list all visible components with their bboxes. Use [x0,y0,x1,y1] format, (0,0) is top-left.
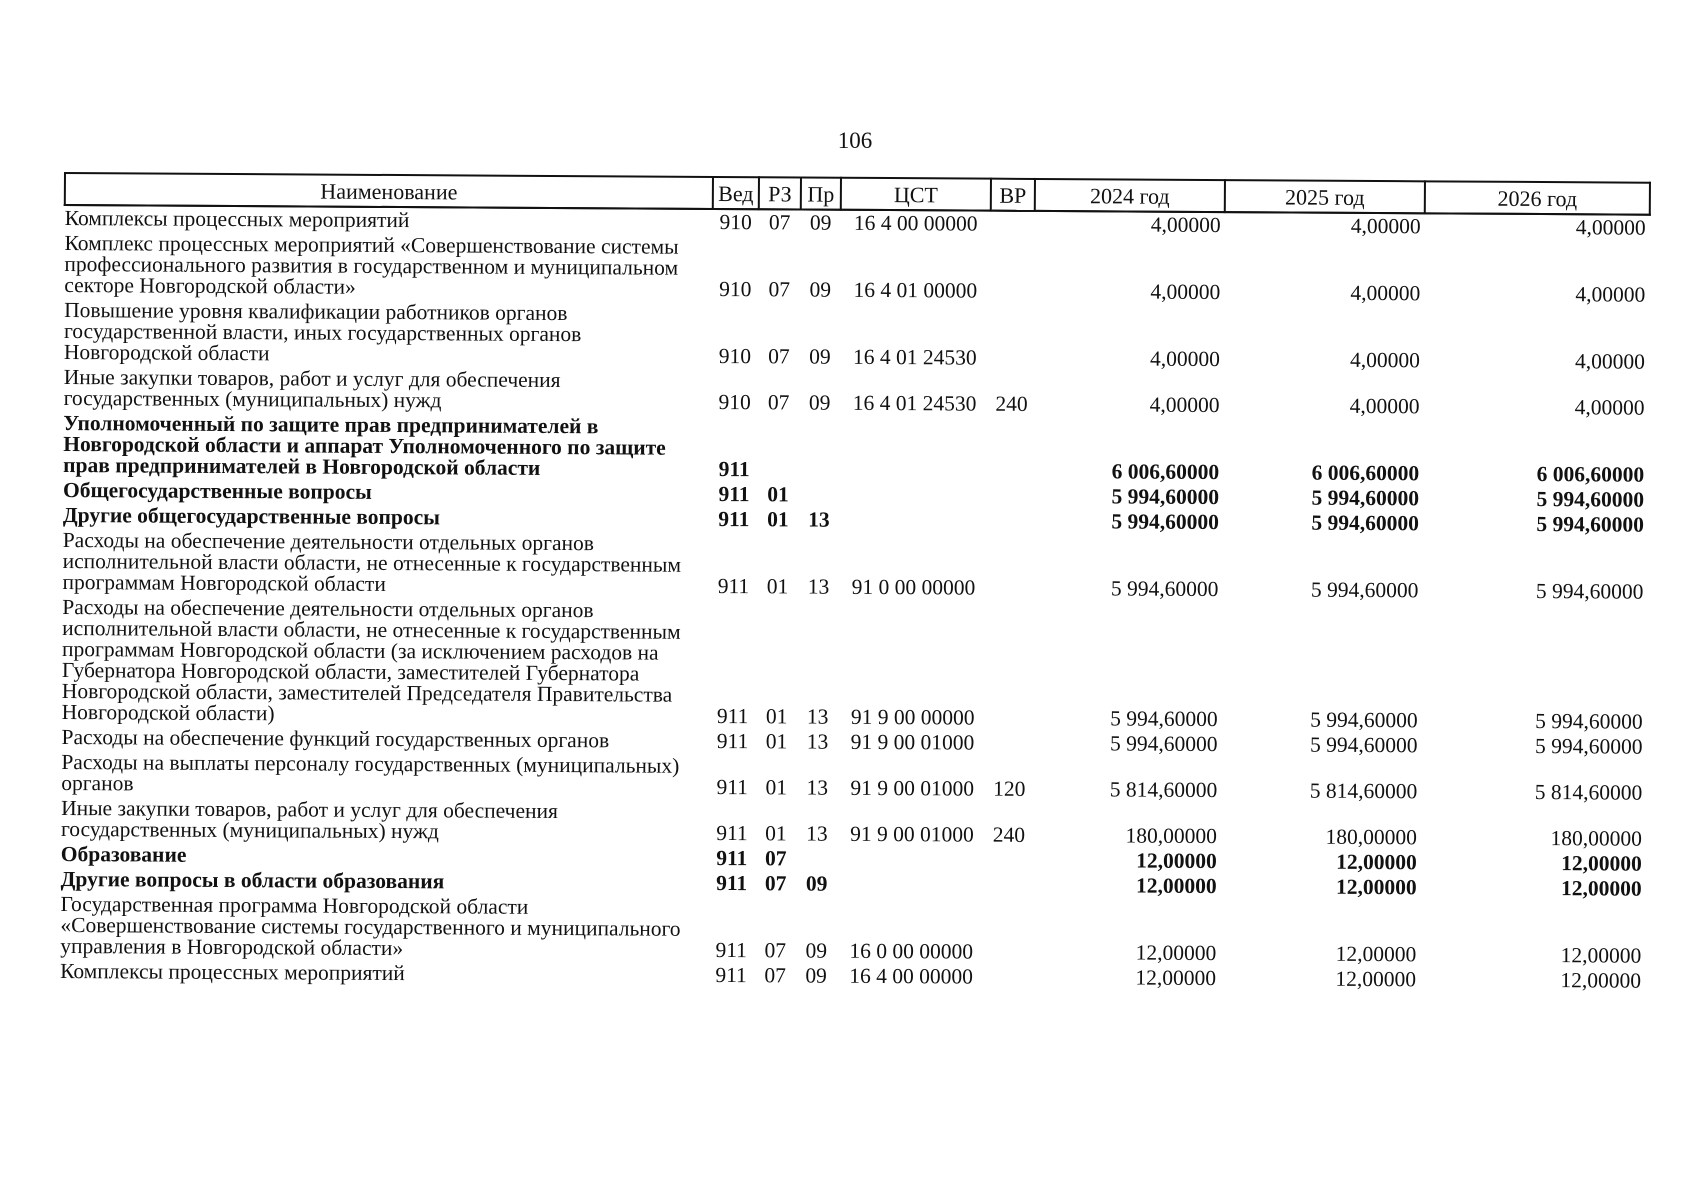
row-2026: 180,00000 [1550,826,1643,851]
row-pr: 09 [809,277,832,302]
row-name: Иные закупки товаров, работ и услуг для обеспечения государственных (муниципальных) нужд [63,365,561,413]
row-2026: 4,00000 [1574,395,1645,420]
row-ved: 911 [716,774,749,800]
row-2025: 6 006,60000 [1311,460,1420,486]
row-cst [839,416,989,484]
table-row [64,298,1649,375]
row-name: Общегосударственные вопросы [62,478,372,504]
row-cst [837,847,987,873]
row-2025: 5 994,60000 [1310,707,1418,733]
row-cst: 16 4 01 24530 [852,344,977,370]
row-ved: 910 [718,344,752,369]
row-2025: 5 994,60000 [1309,732,1418,758]
header-2025: 2025 год [1225,180,1425,213]
row-vr [990,237,1034,304]
row-rz: 07 [768,344,790,369]
row-2026: 5 994,60000 [1535,578,1644,604]
row-name: Расходы на выплаты персоналу государственных (муниципальных) органов [61,749,680,796]
row-2024: 180,00000 [1125,823,1218,849]
row-ved: 911 [718,457,750,482]
row-2026: 5 994,60000 [1534,733,1643,759]
row-cst: 91 9 00 01000 [850,775,975,801]
row-ved: 911 [717,574,750,599]
row-name: Образование [60,841,187,867]
row-ved: 911 [715,962,747,988]
row-vr: 120 [993,776,1026,801]
row-cst [839,483,989,509]
row-2024: 5 814,60000 [1109,777,1218,803]
row-name: Комплекс процессных мероприятий «Совершенствование системы профессионального развития в государственном и муниципальном секторе Новгородской области» [64,231,679,299]
row-pr [797,846,837,871]
row-vr [986,965,1030,990]
row-2026: 5 814,60000 [1534,779,1643,805]
row-vr [988,601,1033,731]
row-ved: 911 [715,937,748,963]
row-rz [757,415,799,482]
row-ved: 911 [716,820,748,846]
row-pr [799,482,839,507]
row-2024: 6 006,60000 [1111,459,1220,485]
table-row [60,892,1645,969]
row-pr: 13 [806,729,829,754]
header-2024: 2024 год [1035,179,1225,212]
row-rz: 01 [765,775,788,800]
row-ved: 910 [718,390,751,415]
row-2026: 5 994,60000 [1535,708,1643,734]
row-2026: 12,00000 [1560,968,1642,993]
row-rz: 07 [764,963,786,988]
row-2024: 4,00000 [1150,212,1221,238]
row-cst: 16 4 01 24530 [852,390,977,416]
row-rz: 07 [764,938,787,963]
row-pr [799,415,839,482]
table-row [62,528,1647,605]
row-vr [989,509,1033,534]
row-name: Комплексы процессных мероприятий [60,958,405,986]
row-name: Другие вопросы в области образования [60,866,445,894]
row-2025: 12,00000 [1335,966,1417,992]
table-row [62,595,1648,735]
row-rz: 01 [766,574,789,599]
row-cst: 91 9 00 01000 [850,821,974,847]
row-cst [837,872,987,898]
row-2026: 4,00000 [1574,349,1645,374]
row-ved: 911 [718,482,750,507]
header-rz: РЗ [759,177,801,209]
row-2025: 5 814,60000 [1309,778,1418,804]
table-row [64,231,1649,308]
row-name: Иные закупки товаров, работ и услуг для обеспечения государственных (муниципальных) нужд [60,795,559,844]
row-ved: 910 [719,277,752,302]
row-2025: 12,00000 [1335,874,1417,900]
row-ved: 910 [719,210,752,235]
row-2026: 5 994,60000 [1536,512,1644,537]
row-rz: 01 [765,729,788,754]
row-rz: 01 [767,482,789,507]
row-name: Расходы на обеспечение деятельности отдельных органов исполнительной власти области, не отнесенные к государственным программам Новгородской области (за исключением расходов на Губернатора Новгородской области, заместителей Губернатора Новгородской области, заместителей Председателя Правительства Новгородской области) [61,594,681,726]
row-vr [991,211,1035,237]
row-2024: 4,00000 [1149,346,1220,372]
row-cst: 16 0 00 00000 [849,938,974,964]
row-2025: 4,00000 [1350,213,1421,239]
row-ved: 911 [718,507,750,532]
row-pr: 13 [806,704,829,729]
row-pr: 13 [806,821,828,846]
row-2025: 4,00000 [1350,280,1421,306]
header-2026: 2026 год [1425,181,1650,214]
row-ved: 911 [716,845,748,871]
row-pr: 09 [809,210,832,235]
row-rz: 01 [767,507,789,532]
row-2026: 12,00000 [1561,851,1642,876]
row-name: Расходы на обеспечение деятельности отдельных органов исполнительной власти области, не отнесенные к государственным программам Новгородской области [62,527,682,596]
row-cst: 91 9 00 00000 [850,704,975,730]
row-vr [988,534,1032,601]
row-2026: 12,00000 [1560,943,1642,968]
row-2025: 5 994,60000 [1311,485,1420,511]
row-2024: 4,00000 [1149,392,1220,418]
row-2025: 4,00000 [1349,393,1420,419]
row-2026: 5 994,60000 [1536,487,1645,512]
row-name: Комплексы процессных мероприятий [64,206,410,233]
row-rz: 07 [768,210,791,235]
row-cst: 16 4 01 00000 [853,277,978,303]
row-ved: 911 [716,728,749,754]
row-2024: 12,00000 [1135,873,1217,899]
row-name: Расходы на обеспечение функций государственных органов [61,724,610,753]
row-2025: 5 994,60000 [1311,510,1419,536]
row-2025: 4,00000 [1349,347,1420,373]
row-vr: 240 [992,822,1026,847]
row-name: Уполномоченный по защите прав предпринимателей в Новгородской области и аппарат Уполномоченного по защите прав предпринимателей в Новгородской области [63,411,666,480]
page-number: 106 [837,128,873,153]
row-pr: 13 [808,507,830,532]
row-rz: 07 [764,846,787,871]
row-ved: 911 [716,870,748,896]
row-2024: 12,00000 [1136,848,1217,874]
row-vr: 240 [995,391,1028,416]
header-name: Наименование [65,173,713,209]
budget-table [59,172,1651,994]
row-2024: 5 994,60000 [1110,706,1218,732]
row-rz: 01 [765,704,788,729]
row-2025: 12,00000 [1335,941,1417,967]
row-2024: 12,00000 [1135,965,1217,991]
row-cst: 91 0 00 00000 [851,574,976,600]
row-vr [990,304,1034,371]
row-cst: 91 9 00 01000 [850,729,975,755]
row-rz: 07 [768,277,791,302]
row-2025: 180,00000 [1325,824,1418,850]
row-vr [987,848,1031,873]
header-ved: Вед [713,177,759,209]
row-ved: 911 [716,703,749,729]
row-rz: 07 [767,390,790,415]
row-pr: 09 [805,938,828,963]
row-vr [987,731,1031,756]
row-name: Другие общегосударственные вопросы [62,502,441,530]
row-2026: 6 006,60000 [1536,462,1645,487]
row-2024: 5 994,60000 [1111,484,1220,510]
table-body [60,205,1650,994]
row-2026: 4,00000 [1575,215,1646,240]
row-2026: 4,00000 [1575,282,1646,307]
header-cst: ЦСТ [841,178,991,211]
header-pr: Пр [801,178,841,210]
row-pr: 13 [806,775,829,800]
row-rz: 01 [765,821,787,846]
row-name: Повышение уровня квалификации работников органов государственной власти, иных государственных органов Новгородской области [63,298,582,366]
row-2024: 12,00000 [1135,940,1217,966]
header-vr: ВР [991,179,1035,211]
row-rz: 07 [764,871,787,896]
row-name: Государственная программа Новгородской области «Совершенствование системы государственного и муниципального управления в Новгородской области» [60,891,681,961]
row-vr [986,898,1030,965]
row-cst: 16 4 00 00000 [853,210,978,236]
row-pr: 09 [805,963,827,988]
row-pr: 13 [807,574,830,599]
row-vr [987,873,1031,898]
row-cst: 16 4 00 00000 [849,963,973,989]
row-2024: 5 994,60000 [1110,576,1219,602]
row-pr: 09 [805,871,828,896]
row-2024: 4,00000 [1150,279,1221,305]
row-cst [839,508,989,534]
row-2025: 5 994,60000 [1310,577,1419,603]
row-vr [989,484,1033,509]
row-2024: 5 994,60000 [1111,509,1219,535]
row-pr: 09 [809,344,831,369]
row-2026: 12,00000 [1560,876,1642,901]
row-2024: 5 994,60000 [1109,731,1218,757]
row-vr [989,417,1033,484]
table-row [63,411,1648,488]
row-pr: 09 [808,390,831,415]
row-2025: 12,00000 [1336,849,1417,875]
